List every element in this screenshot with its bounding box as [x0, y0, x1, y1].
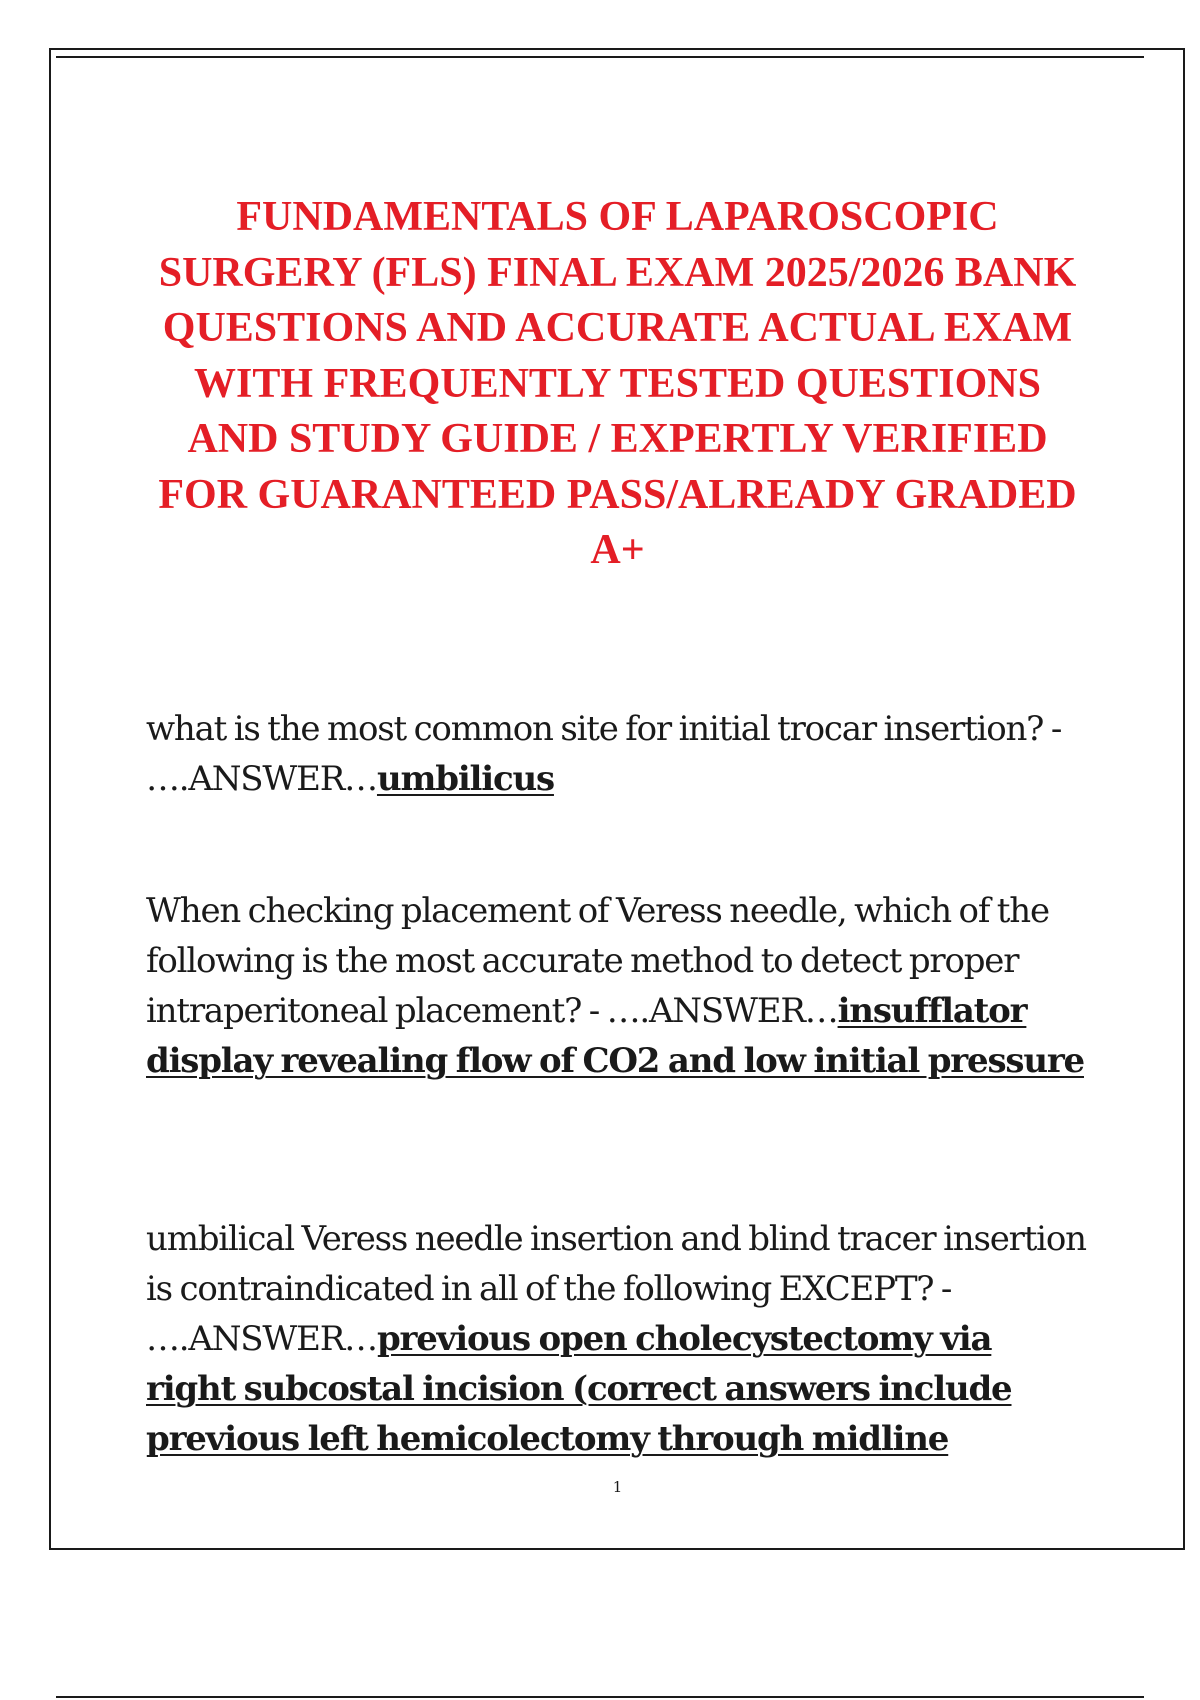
document-title: FUNDAMENTALS OF LAPAROSCOPIC SURGERY (FLS) FINAL EXAM 2025/2026 BANK QUESTIONS AND ACCURATE ACTUAL EXAM WITH FREQUENTLY TESTED QUESTIONS AND STUDY GUIDE / EXPERTLY VERIFIED FOR GUARANTEED PASS/ALREADY GRADED A+	[158, 194, 1077, 573]
answer-text: umbilicus	[376, 759, 554, 799]
question-text: what is the most common site for initial trocar insertion? -	[146, 709, 1062, 749]
answer-text: insufflator display revealing flow of CO2 and low initial pressure	[146, 991, 1084, 1081]
header-rule	[56, 56, 1144, 58]
question-block	[146, 886, 1086, 1086]
answer-marker: ….ANSWER…	[606, 991, 838, 1031]
question-text: umbilical Veress needle insertion and blind tracer insertion is contraindicated in all of the following EXCEPT? -	[146, 1219, 1086, 1309]
page-number: 1	[612, 1478, 623, 1496]
answer-marker: ….ANSWER…	[146, 1319, 377, 1359]
question-block	[146, 704, 1086, 804]
next-page-rule	[56, 1696, 1144, 1698]
question-block	[146, 1214, 1086, 1464]
answer-marker: ….ANSWER…	[146, 759, 377, 799]
question-text: When checking placement of Veress needle, which of the following is the most accurate method to detect proper intraperitoneal placement? -	[146, 891, 1049, 1031]
answer-text: previous open cholecystectomy via right subcostal incision (correct answers include previous left hemicolectomy through midline	[146, 1319, 1012, 1459]
